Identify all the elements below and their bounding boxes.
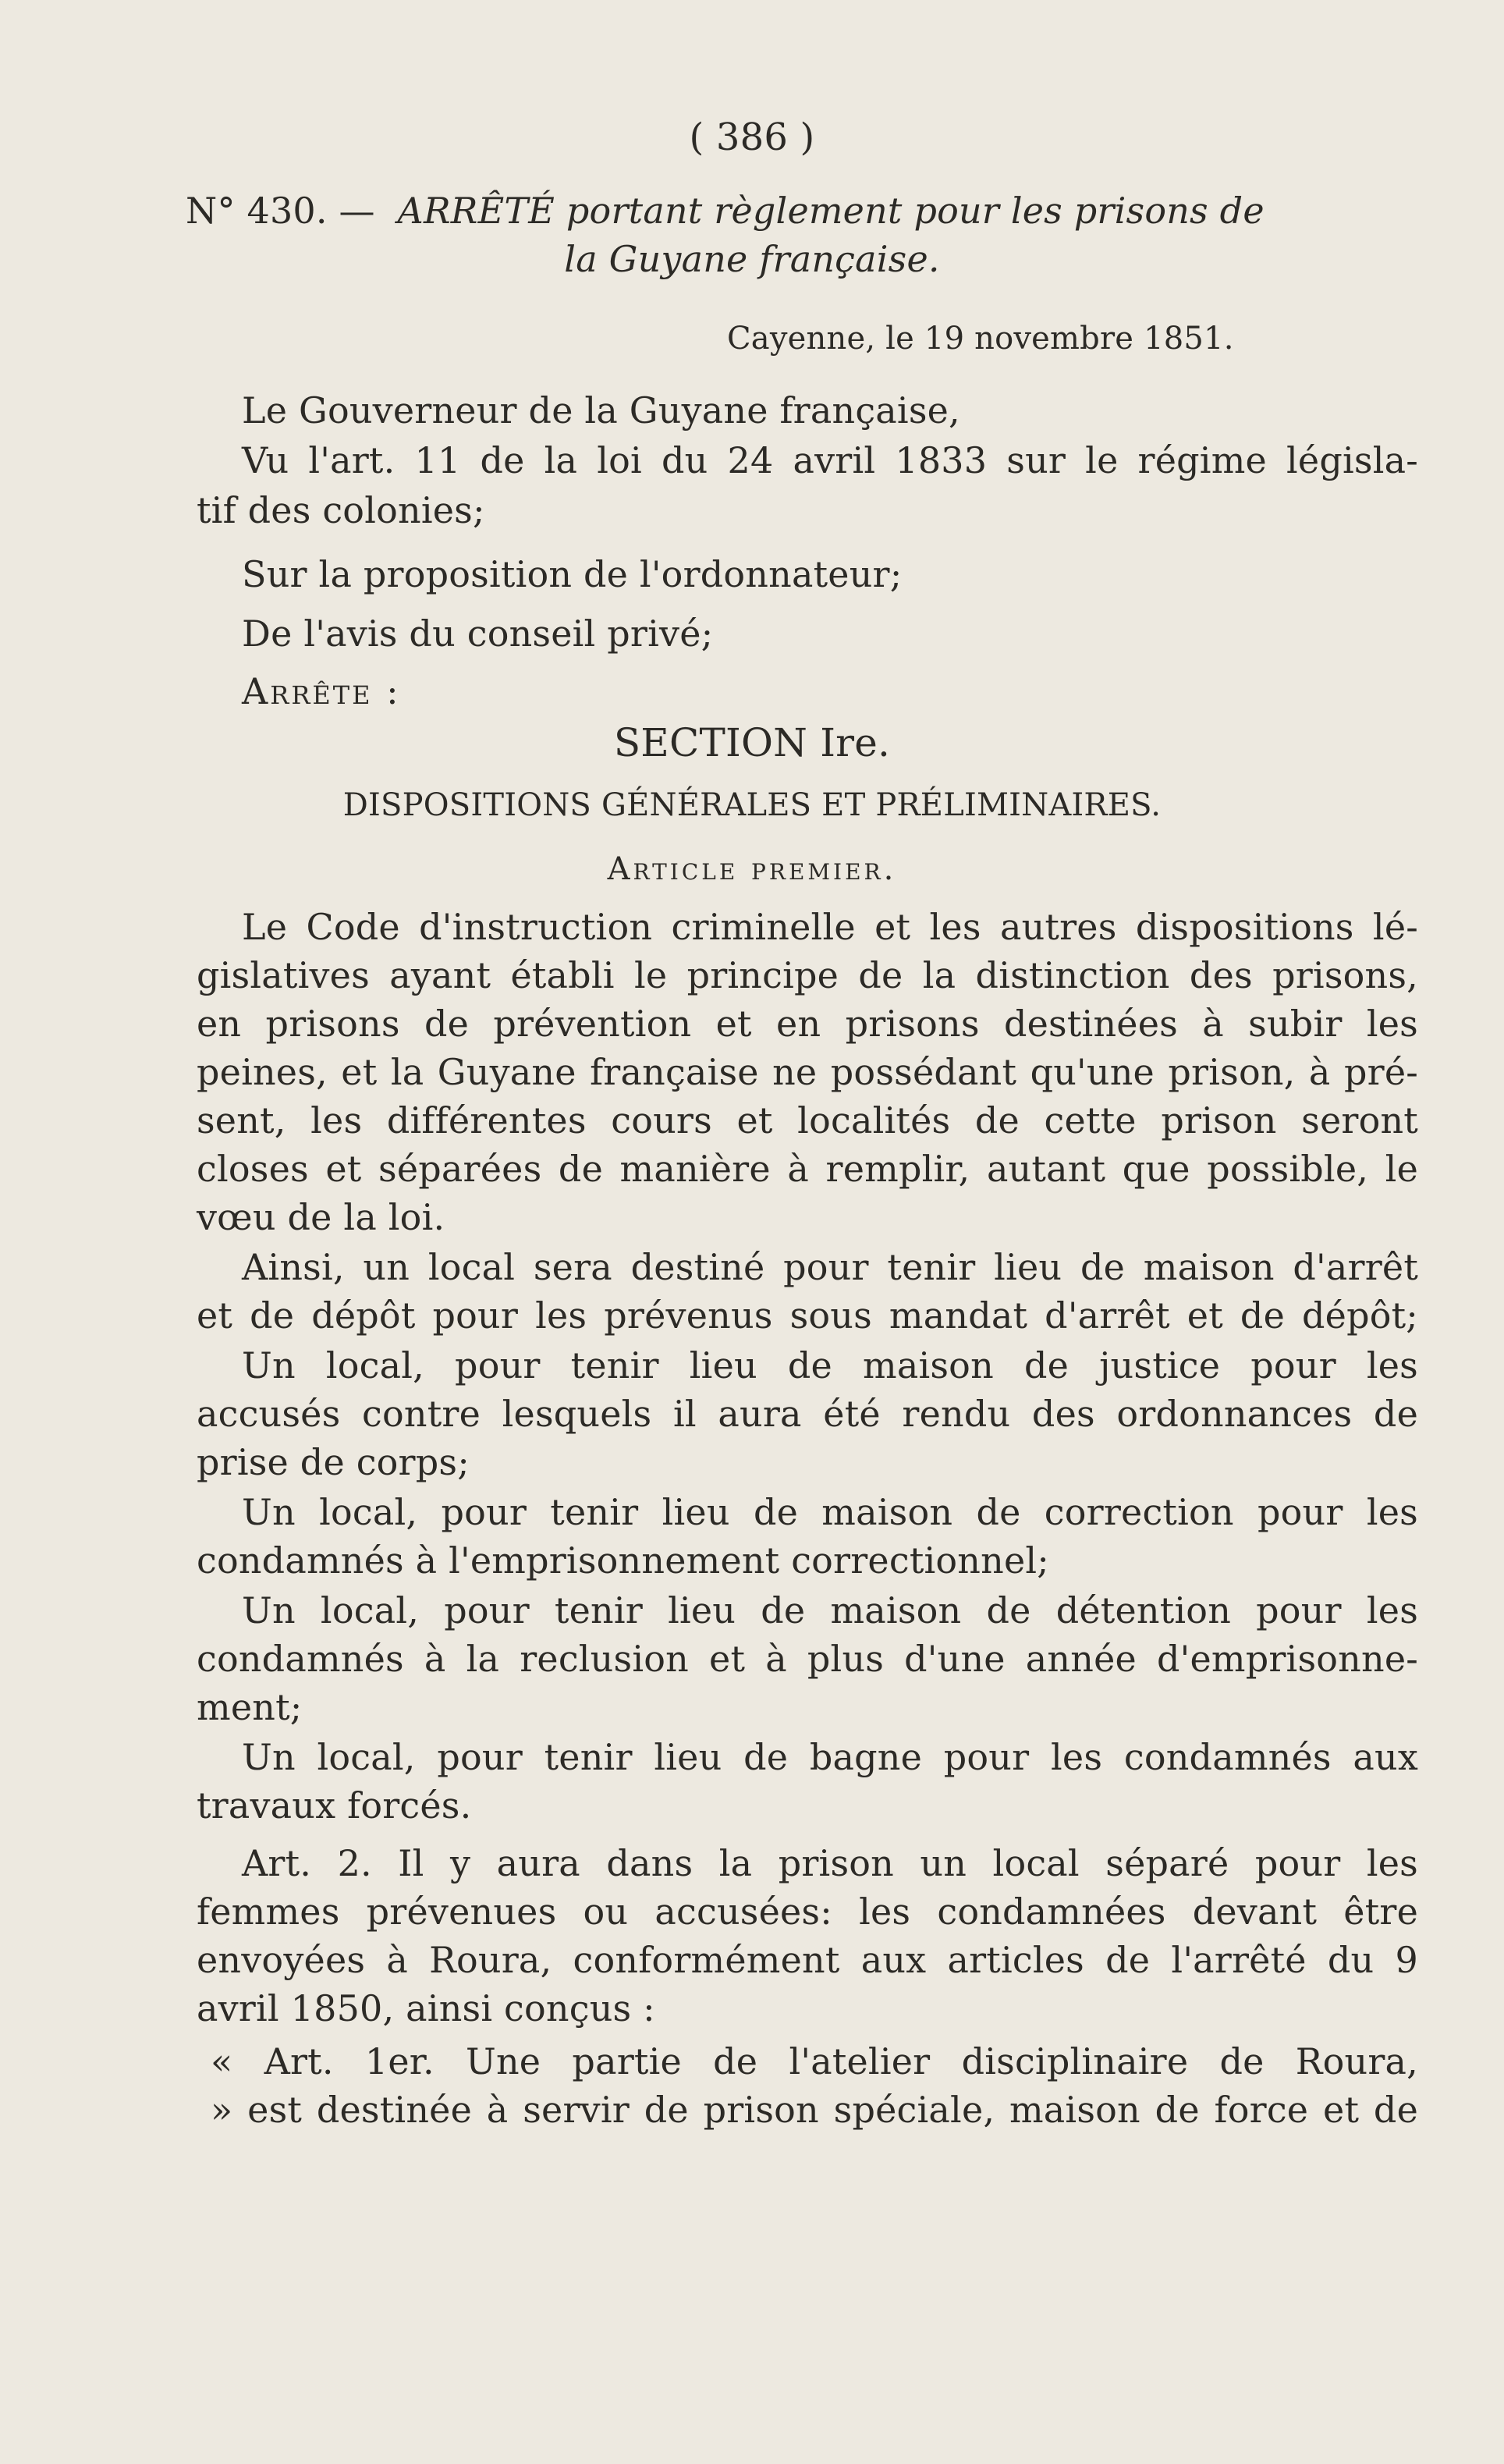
preamble-line: Vu l'art. 11 de la loi du 24 avril 1833 sur le régime législa- <box>242 439 1418 481</box>
dateline: Cayenne, le 19 novembre 1851. <box>727 321 1234 357</box>
body-line: et de dépôt pour les prévenus sous mandat d'arrêt et de dépôt; <box>197 1294 1418 1337</box>
section-heading: SECTION Ire. <box>613 720 891 765</box>
body-line: accusés contre lesquels il aura été rendu des ordonnances de <box>197 1393 1418 1435</box>
preamble-line: Sur la proposition de l'ordonnateur; <box>242 553 903 595</box>
body-line: gislatives ayant établi le principe de la distinction des prisons, <box>197 954 1418 996</box>
preamble-line: tif des colonies; <box>197 489 485 531</box>
body-line: closes et séparées de manière à remplir, autant que possible, le <box>197 1148 1418 1190</box>
body-line: Un local, pour tenir lieu de maison de détention pour les <box>242 1589 1418 1631</box>
body-line: ment; <box>197 1686 303 1728</box>
body-line: femmes prévenues ou accusées: les condamnées devant être <box>197 1891 1418 1933</box>
preamble-line: Le Gouverneur de la Guyane française, <box>242 389 960 431</box>
article-heading: Article premier. <box>607 851 897 887</box>
body-line: condamnés à la reclusion et à plus d'une année d'emprisonne- <box>197 1638 1418 1680</box>
preamble-line: De l'avis du conseil privé; <box>242 612 714 655</box>
body-line: vœu de la loi. <box>197 1196 445 1238</box>
body-line: sent, les différentes cours et localités de cette prison seront <box>197 1099 1418 1141</box>
body-line: Un local, pour tenir lieu de bagne pour les condamnés aux <box>242 1736 1418 1778</box>
preamble-arrete: Arrête : <box>242 670 401 712</box>
body-line: Un local, pour tenir lieu de maison de justice pour les <box>242 1344 1418 1386</box>
body-line: Un local, pour tenir lieu de maison de correction pour les <box>242 1491 1418 1533</box>
body-line: avril 1850, ainsi conçus : <box>197 1987 655 2029</box>
decree-title-line-1 <box>186 187 1418 234</box>
decree-title: ARRÊTÉ portant règlement pour les prisons de <box>397 190 1265 232</box>
body-line: « Art. 1er. Une partie de l'atelier disciplinaire de Roura, <box>211 2040 1418 2082</box>
body-line: Ainsi, un local sera destiné pour tenir lieu de maison d'arrêt <box>242 1246 1418 1288</box>
body-line: » est destinée à servir de prison spéciale, maison de force et de <box>211 2089 1418 2131</box>
section-subheading: DISPOSITIONS GÉNÉRALES ET PRÉLIMINAIRES. <box>342 787 1162 823</box>
body-line: Le Code d'instruction criminelle et les autres dispositions lé- <box>242 906 1418 948</box>
body-line: condamnés à l'emprisonnement correctionnel; <box>197 1539 1049 1582</box>
page-number: ( 386 ) <box>689 115 815 159</box>
decree-number: N° 430. — <box>186 190 375 232</box>
decree-title-line-2: la Guyane française. <box>564 238 940 280</box>
body-line: envoyées à Roura, conformément aux articles de l'arrêté du 9 <box>197 1939 1418 1981</box>
body-line: peines, et la Guyane française ne possédant qu'une prison, à pré- <box>197 1051 1418 1093</box>
body-line: en prisons de prévention et en prisons destinées à subir les <box>197 1003 1418 1045</box>
body-line: prise de corps; <box>197 1441 470 1483</box>
body-line: travaux forcés. <box>197 1784 472 1827</box>
body-line: Art. 2. Il y aura dans la prison un local séparé pour les <box>242 1842 1418 1884</box>
